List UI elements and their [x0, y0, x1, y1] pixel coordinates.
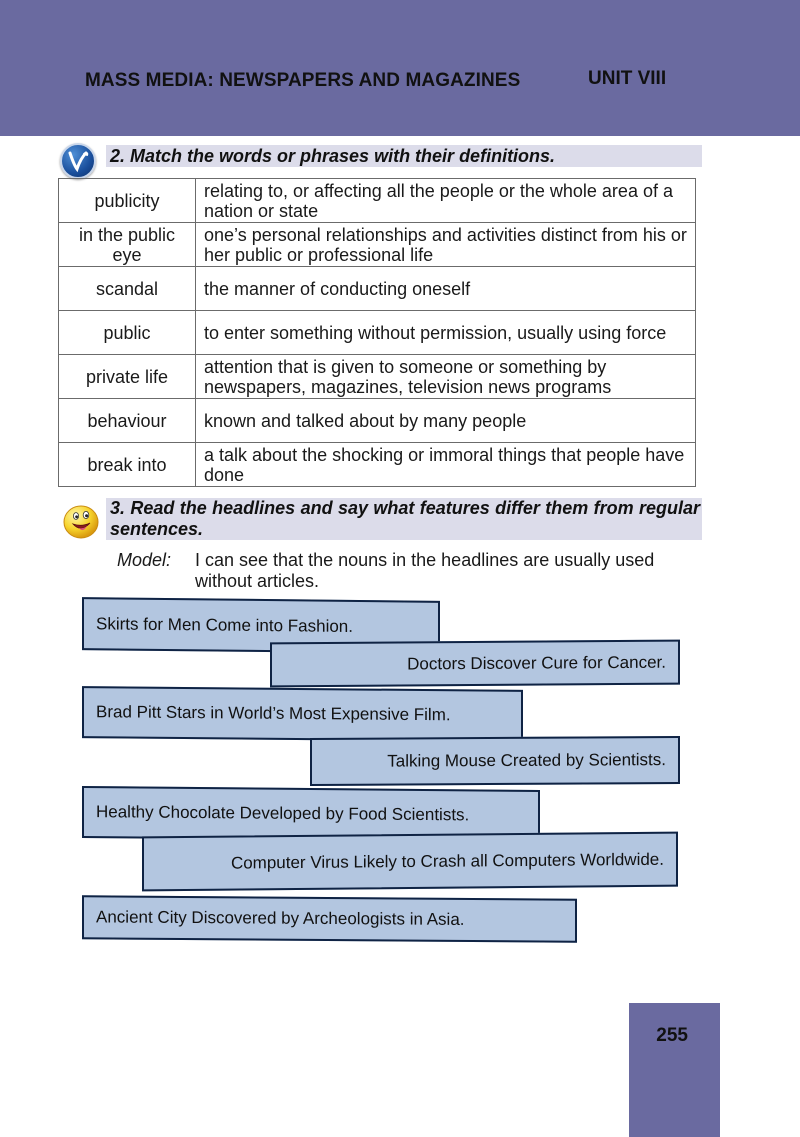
- smiley-icon: [62, 502, 100, 540]
- word-cell: publicity: [59, 179, 196, 223]
- page-number-tab: [629, 1003, 720, 1137]
- model-label: Model:: [117, 550, 172, 570]
- header-title: MASS MEDIA: NEWSPAPERS AND MAGAZINES: [85, 70, 521, 91]
- definition-cell: to enter something without permission, usually using force: [196, 311, 696, 355]
- word-cell: behaviour: [59, 399, 196, 443]
- definition-cell: one’s personal relationships and activities distinct from his or her public or professional life: [196, 223, 696, 267]
- headline-strip: Doctors Discover Cure for Cancer.: [270, 640, 680, 688]
- matching-table: [58, 178, 696, 487]
- headline-strip: Ancient City Discovered by Archeologists in Asia.: [82, 895, 577, 942]
- exercise-2-title: 2. Match the words or phrases with their definitions.: [110, 146, 556, 166]
- page-number: 255: [656, 1025, 688, 1046]
- table-row: [59, 267, 696, 311]
- headline-strip: Computer Virus Likely to Crash all Computers Worldwide.: [142, 832, 678, 892]
- word-cell: break into: [59, 443, 196, 487]
- exercise-3-title-bar: [106, 498, 702, 540]
- model-text: I can see that the nouns in the headlines are usually used without articles.: [195, 550, 655, 591]
- word-cell: in the public eye: [59, 223, 196, 267]
- unit-label: UNIT VIII: [588, 68, 667, 89]
- headline-strip: Skirts for Men Come into Fashion.: [82, 597, 440, 654]
- exercise-2-title-bar: [106, 145, 702, 167]
- table-row: [59, 179, 696, 223]
- headline-strip: Talking Mouse Created by Scientists.: [310, 736, 680, 786]
- definition-cell: known and talked about by many people: [196, 399, 696, 443]
- table-row: [59, 223, 696, 267]
- headline-strip: Healthy Chocolate Developed by Food Scientists.: [82, 786, 540, 842]
- table-row: [59, 443, 696, 487]
- definition-cell: relating to, or affecting all the people or the whole area of a nation or state: [196, 179, 696, 223]
- definition-cell: the manner of conducting oneself: [196, 267, 696, 311]
- definition-cell: attention that is given to someone or something by newspapers, magazines, television news programs: [196, 355, 696, 399]
- page-header: [0, 0, 800, 136]
- table-row: [59, 355, 696, 399]
- word-cell: private life: [59, 355, 196, 399]
- definition-cell: a talk about the shocking or immoral things that people have done: [196, 443, 696, 487]
- table-row: [59, 311, 696, 355]
- v-badge-icon: [60, 143, 96, 179]
- headline-strip: Brad Pitt Stars in World’s Most Expensive Film.: [82, 686, 523, 742]
- word-cell: public: [59, 311, 196, 355]
- exercise-3-title: 3. Read the headlines and say what features differ them from regular sentences.: [110, 498, 700, 539]
- word-cell: scandal: [59, 267, 196, 311]
- table-row: [59, 399, 696, 443]
